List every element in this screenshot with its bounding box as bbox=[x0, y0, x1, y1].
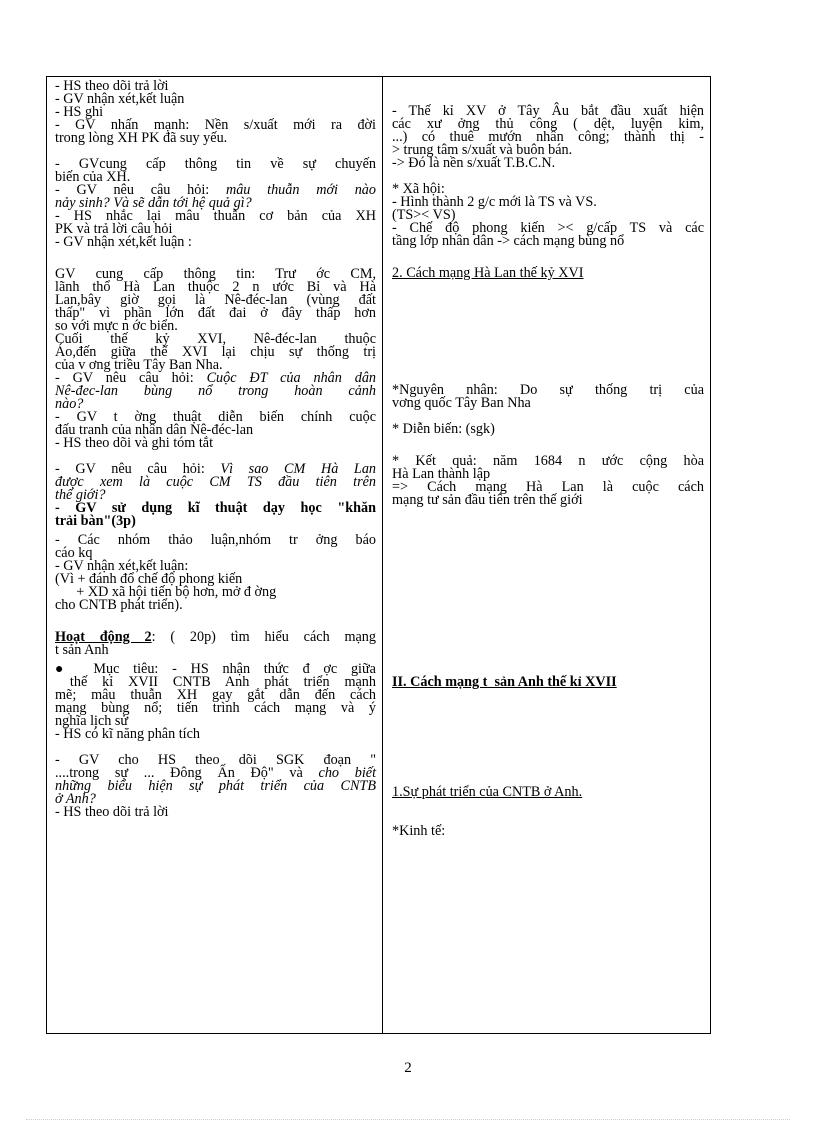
body-text: * Xã hội: bbox=[392, 181, 445, 197]
body-text: - Các nhóm thảo luận,nhóm tr ởng báo bbox=[55, 532, 376, 548]
spacer bbox=[392, 533, 704, 546]
spacer bbox=[392, 80, 704, 93]
spacer bbox=[392, 754, 704, 767]
body-text: mạng tư sản đầu tiên trên thế giới bbox=[392, 492, 583, 508]
body-text: mạng bùng nổ; tiến trình cách mạng và ý bbox=[55, 700, 376, 716]
body-text: vơng quốc Tây Ban Nha bbox=[392, 395, 531, 411]
spacer bbox=[392, 689, 704, 702]
body-text: so với mực n ớc biển. bbox=[55, 318, 178, 334]
bullet-icon: ● bbox=[55, 662, 74, 677]
body-text: - HS theo dõi trả lời bbox=[55, 78, 169, 94]
body-text: - Thế kỉ XV ở Tây Âu bắt đầu xuất hiện bbox=[392, 103, 704, 119]
body-text: => Cách mạng Hà Lan là cuộc cách bbox=[392, 479, 704, 495]
spacer bbox=[392, 572, 704, 585]
spacer bbox=[392, 358, 704, 371]
text-line bbox=[392, 267, 704, 280]
spacer bbox=[392, 650, 704, 663]
spacer bbox=[392, 799, 704, 812]
body-text: trong lòng XH PK đã suy yếu. bbox=[55, 130, 228, 146]
body-text: các xư ởng thủ công ( dệt, luyện kim, bbox=[392, 116, 704, 132]
text-line bbox=[392, 786, 704, 799]
spacer bbox=[392, 715, 704, 728]
heading-text: Hoạt động 2 bbox=[55, 629, 152, 645]
spacer bbox=[392, 293, 704, 306]
spacer bbox=[392, 436, 704, 449]
question-text: nào? bbox=[55, 396, 84, 412]
question-text: Nê-đec-lan bùng nổ trong hoàn cảnh bbox=[55, 383, 376, 399]
body-text: (TS>< VS) bbox=[392, 207, 456, 223]
body-text: biến của XH. bbox=[55, 169, 131, 185]
text-line bbox=[55, 806, 376, 819]
spacer bbox=[392, 585, 704, 598]
body-text: - GV nêu câu hỏi: bbox=[55, 370, 207, 386]
text-line bbox=[392, 157, 704, 170]
question-text: nảy sinh? Và sẽ dẫn tới hệ quả gì? bbox=[55, 195, 252, 211]
text-line bbox=[55, 599, 376, 612]
spacer bbox=[392, 280, 704, 293]
text-line bbox=[55, 644, 376, 657]
question-text: mâu thuẫn mới nào bbox=[225, 182, 376, 198]
body-text: GV cung cấp thông tin: Trư ớc CM, bbox=[55, 266, 376, 282]
body-text: - GV nêu câu hỏi: bbox=[55, 182, 226, 198]
question-text: những biểu hiện sự phát triển của CNTB bbox=[55, 778, 376, 794]
body-text: Cuối thế kỷ XVI, Nê-đéc-lan thuộc bbox=[55, 331, 376, 347]
text-line bbox=[55, 93, 376, 106]
spacer bbox=[392, 702, 704, 715]
body-text: mẽ; mâu thuẫn XH gay gắt dẫn đến cách bbox=[55, 687, 376, 703]
section-heading: 2. Cách mạng Hà Lan thế kỷ XVI bbox=[392, 265, 584, 281]
spacer bbox=[392, 611, 704, 624]
body-text: lãnh thổ Hà Lan thuộc 2 n ước Bỉ và Hà bbox=[55, 279, 376, 295]
spacer bbox=[392, 624, 704, 637]
text-line bbox=[55, 534, 376, 547]
spacer bbox=[392, 598, 704, 611]
spacer bbox=[392, 767, 704, 780]
text-line bbox=[55, 132, 376, 145]
bold-text: - GV sử dụng kĩ thuật dạy học "khăn bbox=[55, 500, 376, 516]
question-text: thế giới? bbox=[55, 487, 106, 503]
spacer bbox=[392, 507, 704, 520]
question-text: Cuộc ĐT của nhân dân bbox=[206, 370, 377, 386]
spacer bbox=[392, 637, 704, 650]
body-text: - GV cho HS theo dõi SGK đoạn " bbox=[55, 752, 376, 768]
body-text: - HS theo dõi và ghi tóm tắt bbox=[55, 435, 214, 451]
bold-text: trải bàn"(3p) bbox=[55, 513, 136, 529]
body-text: - GV nêu câu hỏi: bbox=[55, 461, 221, 477]
lesson-table bbox=[46, 76, 711, 1034]
body-text: - Chế độ phong kiến >< g/cấp TS và các bbox=[392, 220, 704, 236]
spacer bbox=[392, 319, 704, 332]
body-text: Mục tiêu: - HS nhận thức đ ợc giữa bbox=[79, 661, 376, 677]
body-text: thấp" vì phần lớn đất đai ở đây thấp hơn bbox=[55, 305, 376, 321]
body-text: - HS có kĩ năng phân tích bbox=[55, 726, 200, 742]
body-text: đấu tranh của nhân dân Nê-đéc-lan bbox=[55, 422, 254, 438]
teacher-activity-column bbox=[47, 77, 383, 1033]
text-line bbox=[392, 397, 704, 410]
text-line bbox=[55, 236, 376, 249]
body-text: - HS nhắc lại mâu thuẫn cơ bản của XH bbox=[55, 208, 376, 224]
text-line bbox=[55, 780, 376, 793]
question-text: ở Anh? bbox=[55, 791, 96, 807]
spacer bbox=[392, 741, 704, 754]
body-text: - GV nhận xét,kết luận bbox=[55, 91, 185, 107]
body-text: nghĩa lịch sử bbox=[55, 713, 129, 729]
body-text: - HS ghi bbox=[55, 104, 104, 120]
spacer bbox=[392, 520, 704, 533]
text-line bbox=[55, 437, 376, 450]
body-text: - GV nhấn mạnh: Nền s/xuất mới ra đời bbox=[55, 117, 376, 133]
body-text: *Nguyên nhân: Do sự thống trị của bbox=[392, 382, 704, 398]
body-text: - GVcung cấp thông tin về sự chuyến bbox=[55, 156, 376, 172]
text-line bbox=[55, 385, 376, 398]
heading-text: II. Cách mạng t sản Anh thế kỉ XVII bbox=[392, 674, 617, 690]
body-text: - GV nhận xét,kết luận : bbox=[55, 234, 192, 250]
spacer bbox=[55, 249, 376, 262]
text-line bbox=[392, 423, 704, 436]
body-text: (Vì + đánh đổ chế độ phong kiến bbox=[55, 571, 243, 587]
spacer bbox=[392, 559, 704, 572]
question-text: được xem là cuộc CM TS đầu tiên trên bbox=[55, 474, 376, 490]
body-text: * Diễn biến: (sgk) bbox=[392, 421, 495, 437]
body-text: > trung tâm s/xuất và buôn bán. bbox=[392, 142, 573, 158]
text-line bbox=[55, 515, 376, 528]
spacer bbox=[392, 248, 704, 261]
section-heading: 1.Sự phát triển của CNTB ở Anh. bbox=[392, 784, 583, 800]
body-text: Lan,bây giờ gọi là Nê-đéc-lan (vùng đất bbox=[55, 292, 376, 308]
question-text: cho biết bbox=[318, 765, 377, 781]
body-text: ...) có thuê mướn nhân công; thành thị - bbox=[392, 129, 704, 145]
body-text: của v ơng triều Tây Ban Nha. bbox=[55, 357, 223, 373]
body-text: tầng lớp nhân dân -> cách mạng bùng nổ bbox=[392, 233, 625, 249]
body-text: - GV nhận xét,kết luận: bbox=[55, 558, 189, 574]
body-text: ....trong sự ... Đông Ấn Độ" và bbox=[55, 765, 319, 781]
body-text: : ( 20p) tìm hiểu cách mạng bbox=[151, 629, 376, 645]
body-text: * Kết quả: năm 1684 n ước cộng hòa bbox=[392, 453, 704, 469]
text-line bbox=[392, 235, 704, 248]
text-line bbox=[392, 676, 704, 689]
spacer bbox=[392, 728, 704, 741]
spacer bbox=[392, 306, 704, 319]
body-text: Hà Lan thành lập bbox=[392, 466, 491, 482]
spacer bbox=[392, 345, 704, 358]
spacer bbox=[392, 546, 704, 559]
body-text: - Hình thành 2 g/c mới là TS và VS. bbox=[392, 194, 597, 210]
spacer bbox=[55, 612, 376, 625]
footer-divider bbox=[26, 1119, 790, 1120]
body-text: t sản Anh bbox=[55, 642, 109, 658]
body-text: - HS theo dõi trả lời bbox=[55, 804, 169, 820]
page-number: 2 bbox=[404, 1060, 412, 1076]
body-text: -> Đó là nền s/xuất T.B.C.N. bbox=[392, 155, 556, 171]
text-line bbox=[392, 825, 704, 838]
body-text: + XD xã hội tiến bộ hơn, mở đ ờng bbox=[55, 584, 277, 600]
body-text: Áo,đến giữa thế XVI lại chịu sự thống trị bbox=[55, 344, 376, 360]
text-line bbox=[392, 494, 704, 507]
body-text: PK và trả lời câu hỏi bbox=[55, 221, 173, 237]
body-text: *Kinh tế: bbox=[392, 823, 446, 839]
body-text: cáo kq bbox=[55, 545, 93, 561]
content-column bbox=[383, 77, 710, 1033]
text-line bbox=[55, 728, 376, 741]
body-text: - GV t ờng thuật diễn biến chính cuộc bbox=[55, 409, 376, 425]
body-text: thế kỉ XVII CNTB Anh phát triển mạnh bbox=[55, 674, 376, 690]
body-text: cho CNTB phát triển). bbox=[55, 597, 183, 613]
question-text: Vì sao CM Hà Lan bbox=[220, 461, 377, 477]
spacer bbox=[392, 332, 704, 345]
